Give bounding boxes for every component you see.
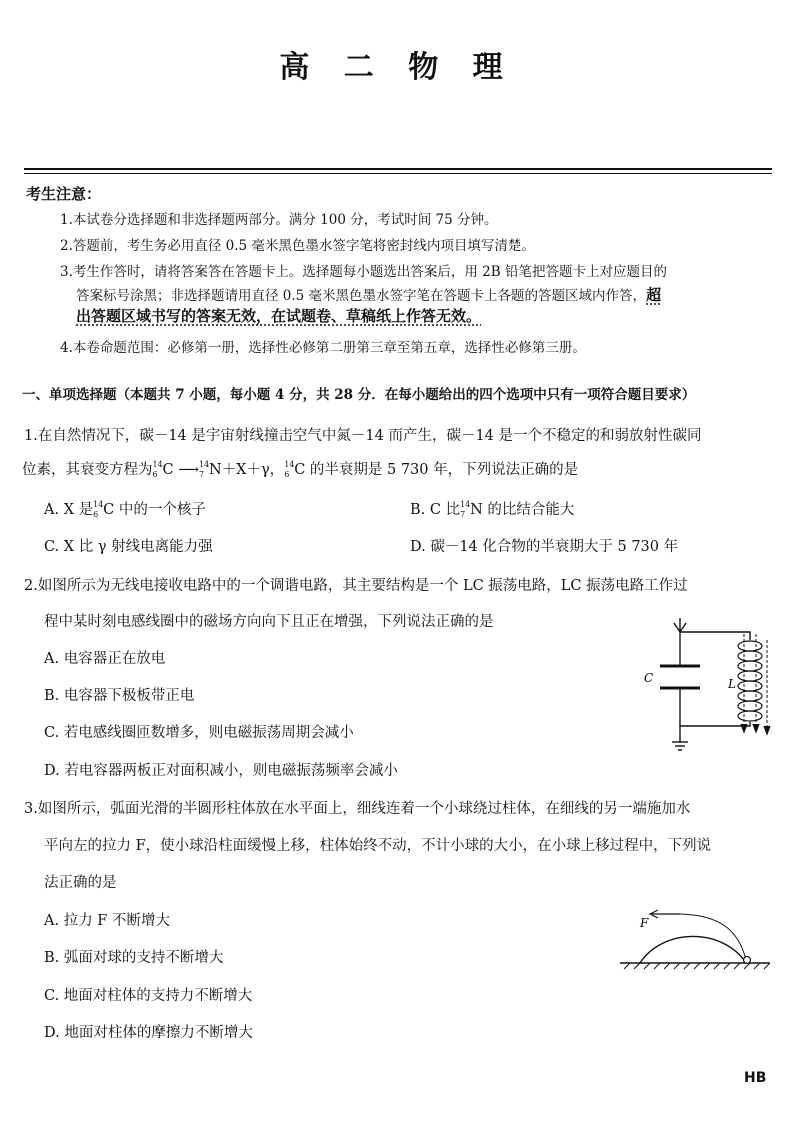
q2-line2: 程中某时刻电感线圈中的磁场方向向下且正在增强，下列说法正确的是: [44, 614, 494, 630]
mass-number: 14: [199, 460, 210, 469]
isotope-c14: [153, 462, 163, 478]
wire-bottom: [680, 722, 750, 742]
q1-option-b: [410, 498, 574, 519]
q2-option-c: C. 若电感线圈匝数增多，则电磁振荡周期会减小: [44, 725, 354, 741]
notice-heading: 考生注意：: [26, 185, 102, 203]
q1-text-d: C 的半衰期是 5 730 年，下列说法正确的是: [294, 462, 579, 478]
q2-line1: 2.如图所示为无线电接收电路中的一个调谐电路，其主要结构是一个 LC 振荡电路，LC 振荡电路工作过: [24, 578, 688, 594]
wire-top: [680, 632, 750, 640]
q1-option-a: [44, 498, 206, 519]
semicylinder-diagram: [620, 905, 770, 977]
atomic-number: 7: [460, 510, 466, 519]
q1-text-c: N＋X＋γ，: [209, 462, 285, 478]
notice-item-3-line2: 答案标号涂黑；非选择题请用直径 0.5 毫米黑色墨水签字笔在答题卡上各题的答题区域内作答，: [76, 288, 647, 304]
isotope-c14: [284, 462, 294, 478]
capacitor-label: C: [644, 671, 654, 685]
q1-option-a-post: C 中的一个核子: [103, 502, 206, 518]
header-rule: [24, 168, 772, 170]
q3-option-d: D. 地面对柱体的摩擦力不断增大: [44, 1025, 253, 1041]
q3-option-a: A. 拉力 F 不断增大: [44, 913, 170, 929]
inductor-label: L: [728, 677, 736, 691]
small-ball: [744, 957, 751, 964]
mass-number: 14: [93, 500, 104, 509]
q1-option-c: C. X 比 γ 射线电离能力强: [44, 539, 213, 555]
notice-item-3-cont: [76, 284, 661, 305]
atomic-number: 6: [152, 470, 158, 479]
q1-option-d: D. 碳－14 化合物的半衰期大于 5 730 年: [410, 539, 679, 555]
mass-number: 14: [284, 460, 295, 469]
isotope-c14: [93, 502, 103, 518]
q1-option-b-post: N 的比结合能大: [470, 502, 575, 518]
notice-emphasis-b: 出答题区域书写的答案无效，在试题卷、草稿纸上作答无效。: [76, 307, 482, 325]
field-arrow-icon: [764, 726, 770, 734]
inductor-coil: [738, 641, 762, 721]
q1-line2: [22, 458, 578, 479]
notice-item-3: 3.考生作答时，请将答案答在答题卡上。选择题每小题选出答案后，用 2B 铅笔把答题卡上对应题目的: [60, 264, 667, 280]
q3-line2: 平向左的拉力 F，使小球沿柱面缓慢上移，柱体始终不动，不计小球的大小，在小球上移过程中，下列说: [44, 838, 712, 854]
atomic-number: 6: [284, 470, 290, 479]
page-title: 高 二 物 理: [279, 50, 515, 85]
atomic-number: 6: [93, 510, 99, 519]
isotope-n14: [460, 502, 470, 518]
q1-option-a-pre: A. X 是: [44, 502, 94, 518]
notice-item-1: 1.本试卷分选择题和非选择题两部分。满分 100 分，考试时间 75 分钟。: [60, 212, 498, 228]
q2-option-a: A. 电容器正在放电: [44, 651, 166, 667]
section-heading: 一、单项选择题（本题共 7 小题，每小题 4 分，共 28 分．在每小题给出的四个选项中只有一项符合题目要求）: [22, 387, 696, 403]
lc-circuit-diagram: [640, 618, 780, 768]
q1-text-b: C ⟶: [162, 462, 199, 478]
q3-option-b: B. 弧面对球的支持不断增大: [44, 950, 224, 966]
force-label: F: [640, 916, 649, 930]
q1-text-a: 位素，其衰变方程为: [22, 462, 153, 478]
q1-option-b-pre: B. C 比: [410, 502, 461, 518]
q2-option-d: D. 若电容器两板正对面积减小，则电磁振荡频率会减小: [44, 763, 398, 779]
field-arrow-icon: [741, 724, 747, 732]
ground-icon: [672, 742, 688, 750]
q1-line1: 1.在自然情况下，碳－14 是宇宙射线撞击空气中氮－14 而产生，碳－14 是一个不稳定的和弱放射性碳同: [24, 428, 702, 444]
corner-mark: HB: [744, 1070, 767, 1086]
q3-line3: 法正确的是: [44, 875, 117, 891]
semicylinder-arc: [640, 936, 746, 963]
mass-number: 14: [152, 460, 163, 469]
notice-emphasis-a: 超: [646, 286, 662, 304]
notice-item-4: 4.本卷命题范围：必修第一册，选择性必修第二册第三章至第五章，选择性必修第三册。: [60, 340, 586, 356]
q3-line1: 3.如图所示，弧面光滑的半圆形柱体放在水平面上，细线连着一个小球绕过柱体，在细线的另一端施加水: [24, 801, 691, 817]
notice-item-2: 2.答题前，考生务必用直径 0.5 毫米黑色墨水签字笔将密封线内项目填写清楚。: [60, 238, 535, 254]
header-rule-thin: [24, 173, 772, 174]
mass-number: 14: [460, 500, 471, 509]
atomic-number: 7: [199, 470, 205, 479]
isotope-n14: [199, 462, 209, 478]
q2-option-b: B. 电容器下极板带正电: [44, 688, 195, 704]
field-arrow-icon: [753, 724, 759, 732]
q3-option-c: C. 地面对柱体的支持力不断增大: [44, 988, 253, 1004]
